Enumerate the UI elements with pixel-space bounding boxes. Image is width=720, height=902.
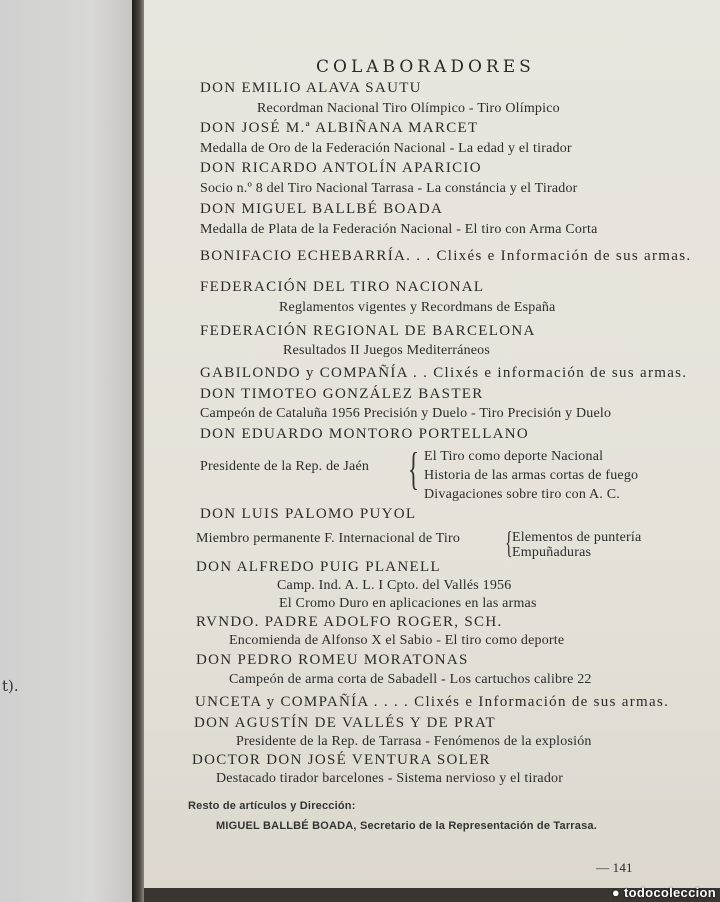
- entry-desc: Presidente de la Rep. de Tarrasa - Fenómenos de la explosión: [236, 734, 592, 749]
- entry-desc: Resultados II Juegos Mediterráneos: [283, 343, 491, 358]
- entry-role: Presidente de la Rep. de Jaén: [200, 459, 370, 474]
- entry-desc: Reglamentos vigentes y Recordmans de España: [279, 300, 556, 315]
- entry-name: DON JOSÉ M.ª ALBIÑANA MARCET: [200, 120, 479, 136]
- entry-desc: Encomienda de Alfonso X el Sabio - El tiro como deporte: [229, 633, 565, 648]
- entry-name: DON LUIS PALOMO PUYOL: [200, 506, 417, 522]
- page-title: COLABORADORES: [316, 57, 535, 77]
- left-page-fragment: t).: [2, 677, 19, 695]
- entry-name: DON AGUSTÍN DE VALLÉS Y DE PRAT: [194, 715, 496, 731]
- entry-name: DON RICARDO ANTOLÍN APARICIO: [200, 160, 482, 176]
- entry-name: GABILONDO y COMPAÑÍA . . Clixés e información de sus armas.: [200, 365, 688, 381]
- entry-topic: Elementos de puntería: [512, 530, 642, 545]
- entry-desc: Recordman Nacional Tiro Olímpico - Tiro Olímpico: [257, 101, 560, 116]
- footer-line: MIGUEL BALLBÉ BOADA, Secretario de la Representación de Tarrasa.: [216, 820, 597, 832]
- entry-desc: Socio n.º 8 del Tiro Nacional Tarrasa - La constáncia y el Tirador: [200, 181, 578, 196]
- entry-topic: Historia de las armas cortas de fuego: [424, 468, 639, 483]
- entry-desc: Medalla de Oro de la Federación Nacional - La edad y el tirador: [200, 141, 572, 156]
- entry-name: FEDERACIÓN REGIONAL DE BARCELONA: [200, 323, 536, 339]
- entry-name: DON MIGUEL BALLBÉ BOADA: [200, 201, 444, 217]
- left-page: [0, 0, 132, 902]
- entry-topic: Empuñaduras: [512, 545, 592, 560]
- watermark-logo: ● todocoleccion: [611, 885, 716, 900]
- entry-name: DON EMILIO ALAVA SAUTU: [200, 80, 422, 96]
- entry-name: DOCTOR DON JOSÉ VENTURA SOLER: [192, 752, 491, 768]
- watermark-brand: todocoleccion: [623, 885, 716, 900]
- entry-role: Miembro permanente F. Internacional de Tiro: [196, 531, 461, 546]
- entry-name: DON PEDRO ROMEU MORATONAS: [196, 652, 469, 668]
- brace: {: [505, 524, 513, 560]
- entry-name: FEDERACIÓN DEL TIRO NACIONAL: [200, 279, 485, 295]
- entry-topic: El Tiro como deporte Nacional: [424, 449, 604, 464]
- entry-name: RVNDO. PADRE ADOLFO ROGER, SCH.: [196, 614, 503, 630]
- book-gutter: [132, 0, 144, 902]
- entry-desc: Medalla de Plata de la Federación Nacional - El tiro con Arma Corta: [200, 222, 598, 237]
- entry-desc: Destacado tirador barcelones - Sistema nervioso y el tirador: [216, 771, 564, 786]
- entry-desc: Campeón de Cataluña 1956 Precisión y Duelo - Tiro Precisión y Duelo: [200, 406, 612, 421]
- entry-name: DON ALFREDO PUIG PLANELL: [196, 559, 441, 575]
- footer-heading: Resto de artículos y Dirección:: [188, 800, 356, 812]
- entry-name: DON EDUARDO MONTORO PORTELLANO: [200, 426, 530, 442]
- entry-desc: Camp. Ind. A. L. I Cpto. del Vallés 1956: [277, 578, 512, 593]
- entry-name: DON TIMOTEO GONZÁLEZ BASTER: [200, 386, 484, 402]
- brace: {: [408, 443, 420, 494]
- entry-topic: Divagaciones sobre tiro con A. C.: [424, 487, 620, 502]
- entry-name: BONIFACIO ECHEBARRÍA. . . Clixés e Información de sus armas.: [200, 248, 692, 264]
- page-number: — 141: [596, 860, 633, 875]
- entry-desc: Campeón de arma corta de Sabadell - Los cartuchos calibre 22: [229, 672, 592, 687]
- entry-name: UNCETA y COMPAÑÍA . . . . Clixés e Información de sus armas.: [195, 694, 670, 710]
- entry-desc: El Cromo Duro en aplicaciones en las armas: [279, 596, 537, 611]
